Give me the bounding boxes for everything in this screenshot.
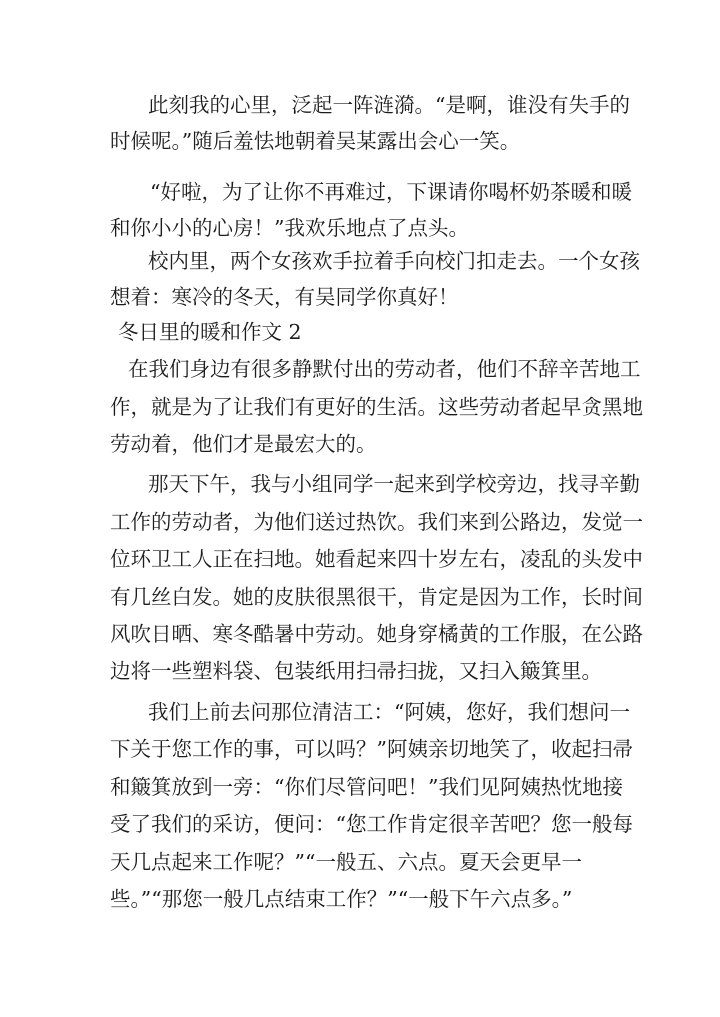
text-line: 些。”“那您一般几点结束工作？”“一般下午六点多。”	[110, 887, 573, 911]
text-line: 在我们身边有很多静默付出的劳动者，他们不辞辛苦地工	[128, 357, 641, 381]
text-line: 工作的劳动者，为他们送过热饮。我们来到公路边，发觉一	[110, 510, 643, 534]
text-line: 天几点起来工作呢？”“一般五、六点。夏天会更早一	[110, 850, 582, 874]
text-line: 和你小小的心房！”我欢乐地点了点头。	[110, 216, 469, 240]
text-line: 劳动着，他们才是最宏大的。	[110, 432, 377, 456]
text-line: 此刻我的心里，泛起一阵涟漪。“是啊，谁没有失手的	[148, 93, 630, 117]
text-line: 时候呢。”随后羞怯地朝着吴某露出会心一笑。	[110, 129, 521, 153]
text-line: 位环卫工人正在扫地。她看起来四十岁左右，凌乱的头发中	[110, 547, 643, 571]
text-line: 那天下午，我与小组同学一起来到学校旁边，找寻辛勤	[148, 472, 640, 496]
text-line: 下关于您工作的事，可以吗？”阿姨亲切地笑了，收起扫帚	[110, 737, 633, 761]
text-line: “好啦，为了让你不再难过，下课请你喝杯奶茶暖和暖	[150, 180, 632, 204]
text-line: 想着：寒冷的冬天，有吴同学你真好！	[110, 285, 459, 309]
text-line: 校内里，两个女孩欢手拉着手向校门扣走去。一个女孩	[148, 249, 640, 273]
text-line: 作，就是为了让我们有更好的生活。这些劳动者起早贪黑地	[110, 395, 643, 419]
heading-line: 冬日里的暖和作文 2	[118, 320, 302, 344]
text-line: 风吹日晒、寒冬酷暑中劳动。她身穿橘黄的工作服，在公路	[110, 622, 643, 646]
text-line: 边将一些塑料袋、包装纸用扫帚扫拢，又扫入簸箕里。	[110, 659, 602, 683]
text-line: 受了我们的采访，便问：“您工作肯定很辛苦吧？您一般每	[110, 812, 633, 836]
text-line: 和簸箕放到一旁：“你们尽管问吧！”我们见阿姨热忱地接	[110, 775, 623, 799]
text-line: 有几丝白发。她的皮肤很黑很干，肯定是因为工作，长时间	[110, 585, 643, 609]
text-line: 我们上前去问那位清洁工：“阿姨，您好，我们想问一	[148, 700, 630, 724]
